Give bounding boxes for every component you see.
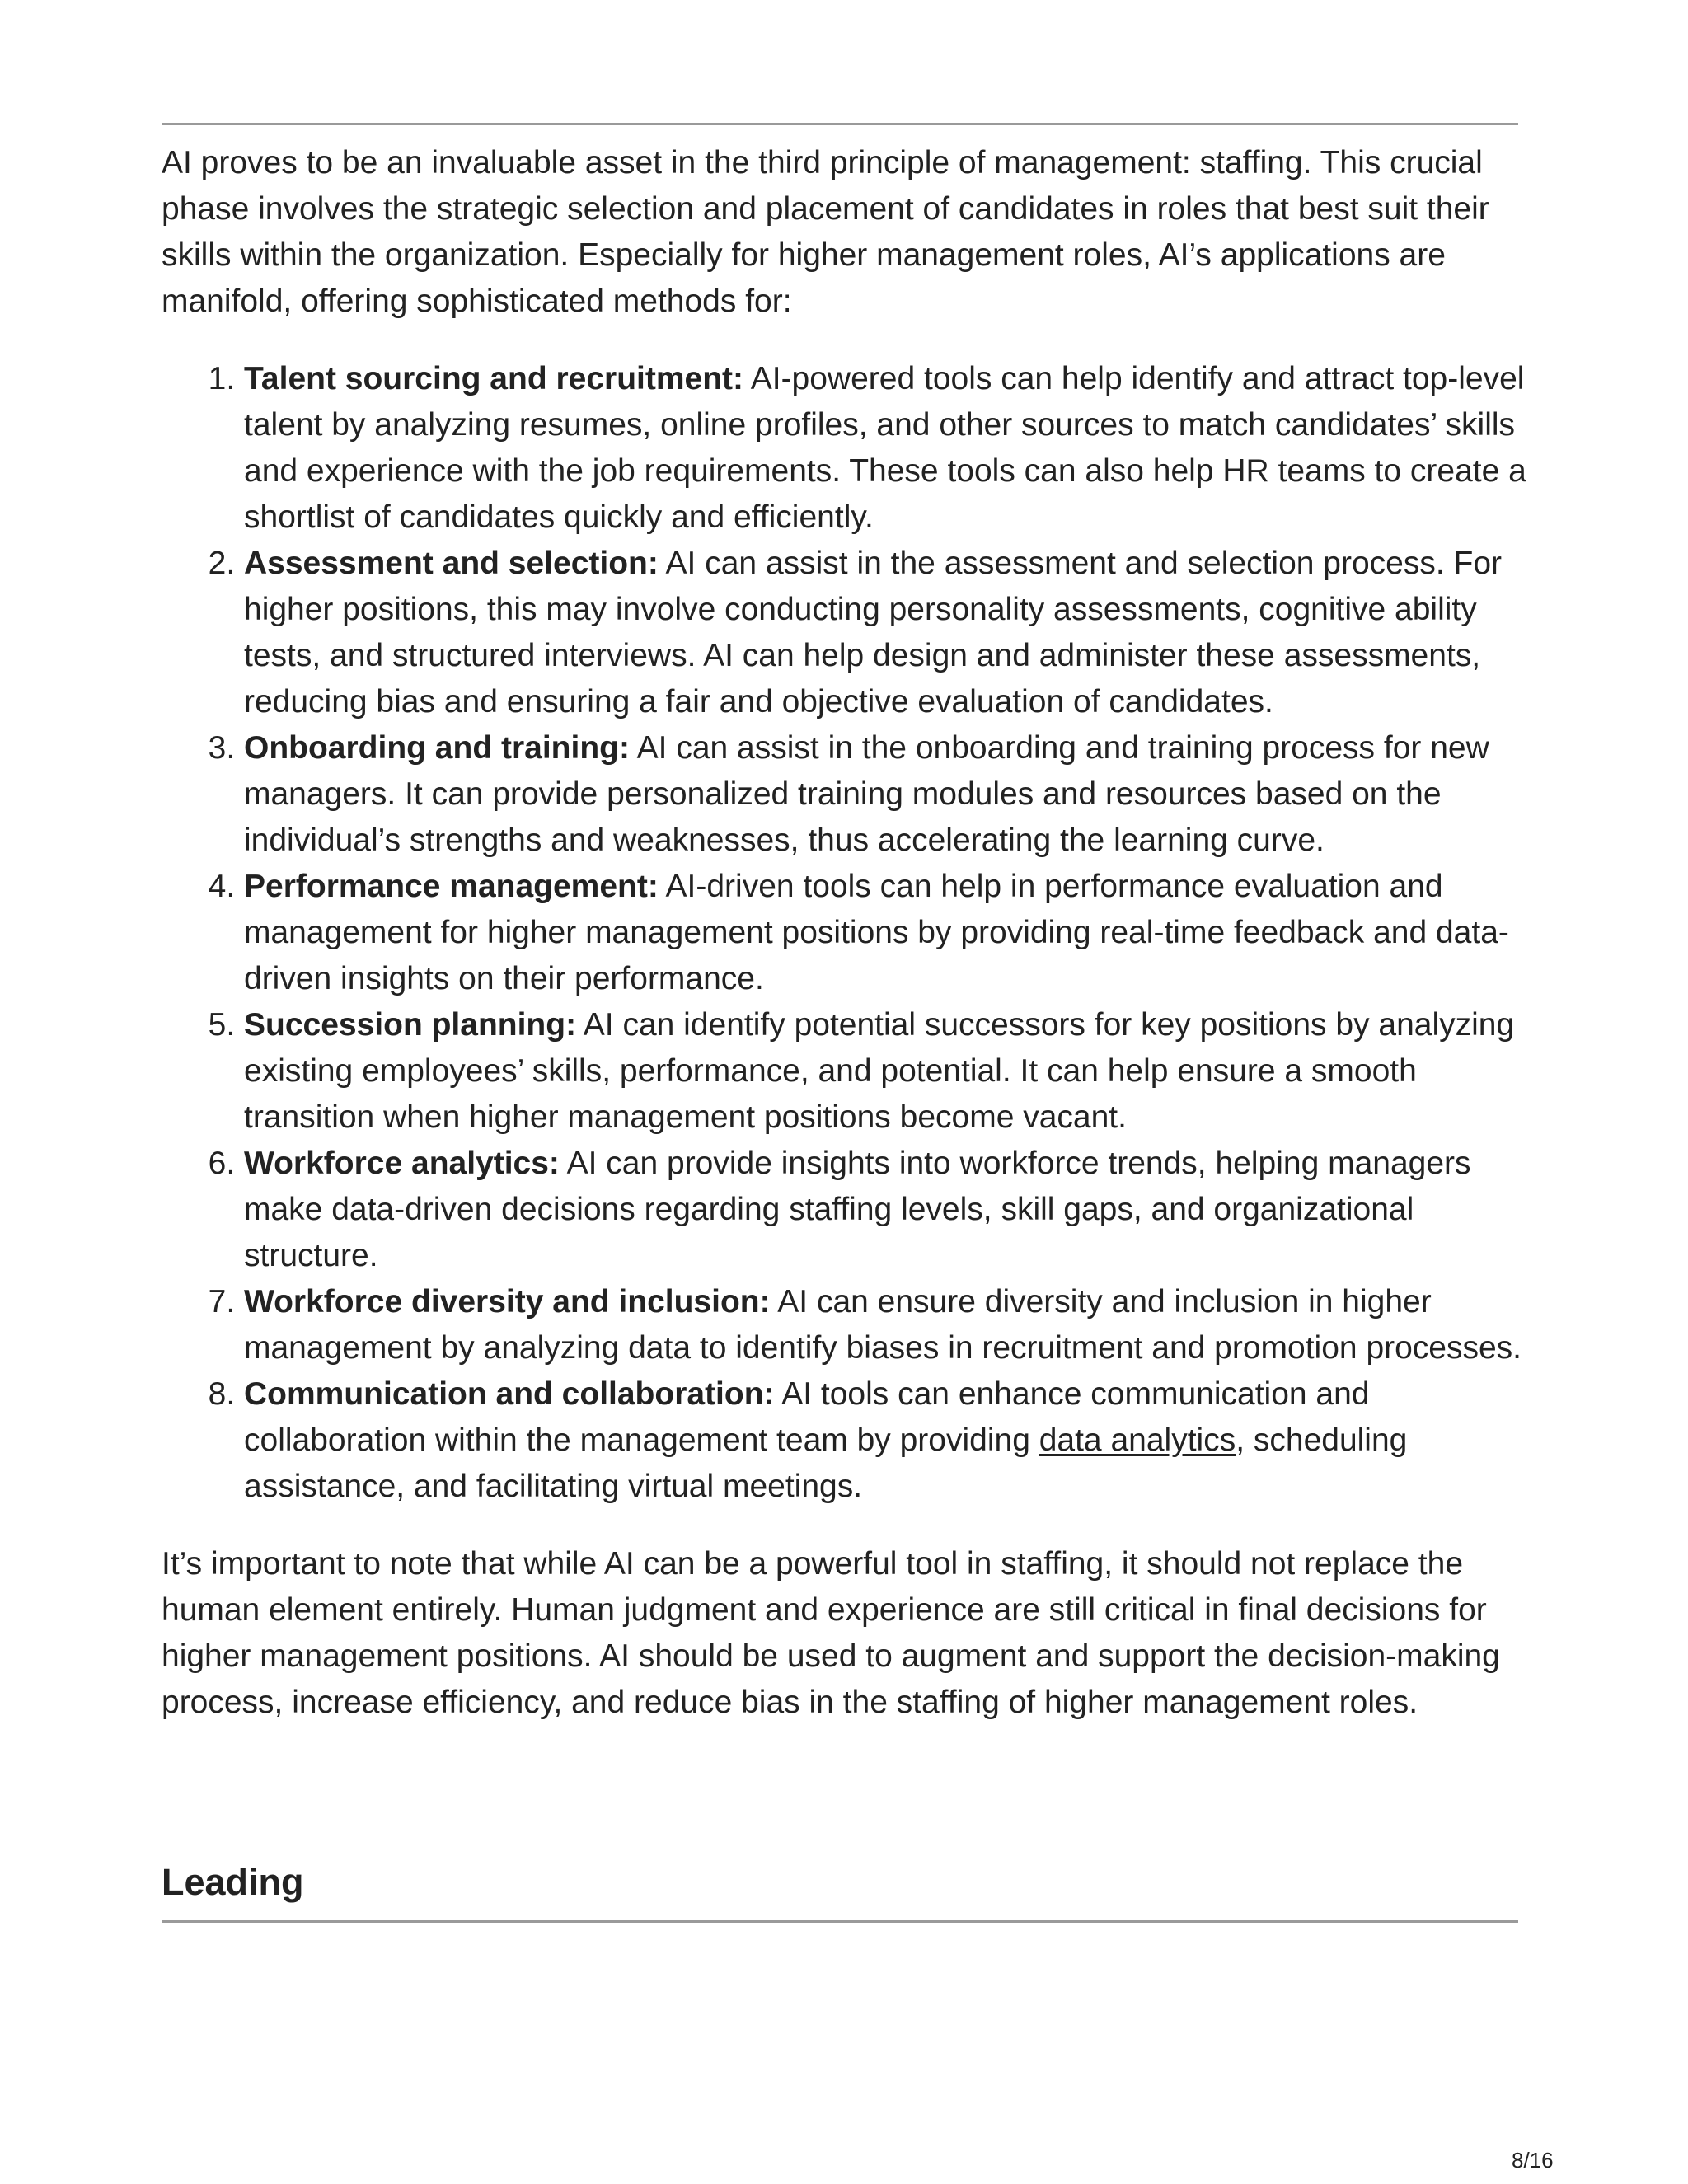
list-item-performance: [244, 864, 1530, 1002]
list-item-title: Workforce analytics:: [244, 1146, 560, 1181]
list-item-text: AI-driven tools can help in performance evaluation and management for higher management positions by providing real-time feedback and data-driven insights on their performance.: [244, 869, 1509, 996]
top-divider: [162, 123, 1518, 125]
list-item-title: Assessment and selection:: [244, 546, 659, 581]
list-item-text: AI can assist in the assessment and selection process. For higher positions, this may involve conducting personality assessments, cognitive ability tests, and structured interviews. AI can help design and administer these assessments, reducing bias and ensuring a fair and objective evaluation of candidates.: [244, 546, 1503, 719]
section-heading-leading: Leading: [162, 1861, 304, 1903]
list-item-talent-sourcing: [244, 356, 1530, 541]
list-item-text: AI can provide insights into workforce trends, helping managers make data-driven decisions regarding staffing levels, skill gaps, and organizational structure.: [244, 1146, 1471, 1273]
page-number: 8/16: [1512, 2148, 1554, 2172]
list-item-text: AI-powered tools can help identify and attract top-level talent by analyzing resumes, online profiles, and other sources to match candidates’ skills and experience with the job requirements. These tools can also help HR teams to create a shortlist of candidates quickly and efficiently.: [244, 361, 1526, 535]
list-item-text: AI tools can enhance communication and collaboration within the management team by providing: [244, 1376, 1370, 1458]
list-item-succession: [244, 1002, 1530, 1141]
intro-paragraph: AI proves to be an invaluable asset in the third principle of management: staffing. This crucial phase involves the strategic selection and placement of candidates in roles that best suit their skills within the organization. Especially for higher management roles, AI’s applications are manifold, offering sophisticated methods for:: [162, 145, 1489, 319]
list-item-title: Onboarding and training:: [244, 730, 630, 766]
list-item-text: AI can ensure diversity and inclusion in higher management by analyzing data to identify biases in recruitment and promotion processes.: [244, 1284, 1522, 1366]
list-item-title: Succession planning:: [244, 1007, 577, 1043]
list-item-text: AI can identify potential successors for key positions by analyzing existing employees’ skills, performance, and potential. It can help ensure a smooth transition when higher management positions become vacant.: [244, 1007, 1515, 1135]
article-body: [162, 140, 1530, 1757]
data-analytics-link[interactable]: data analytics: [1039, 1422, 1236, 1458]
list-item-assessment: [244, 541, 1530, 725]
list-item-communication: [244, 1371, 1530, 1510]
list-item-title: Talent sourcing and recruitment:: [244, 361, 744, 396]
list-item-onboarding: [244, 725, 1530, 864]
list-item-diversity: [244, 1279, 1530, 1371]
list-item-title: Communication and collaboration:: [244, 1376, 775, 1412]
list-item-title: Workforce diversity and inclusion:: [244, 1284, 771, 1319]
bottom-divider: [162, 1920, 1518, 1923]
staffing-methods-list: [162, 356, 1530, 1510]
closing-paragraph: It’s important to note that while AI can be a powerful tool in staffing, it should not replace the human element entirely. Human judgment and experience are still critical in final decisions for higher management positions. AI should be used to augment and support the decision-making process, increase efficiency, and reduce bias in the staffing of higher management roles.: [162, 1546, 1500, 1720]
list-item-text: , scheduling assistance, and facilitating virtual meetings.: [244, 1422, 1408, 1504]
list-item-title: Performance management:: [244, 869, 659, 904]
list-item-workforce-analytics: [244, 1141, 1530, 1279]
list-item-text: AI can assist in the onboarding and training process for new managers. It can provide personalized training modules and resources based on the individual’s strengths and weaknesses, thus accelerating the learning curve.: [244, 730, 1489, 858]
